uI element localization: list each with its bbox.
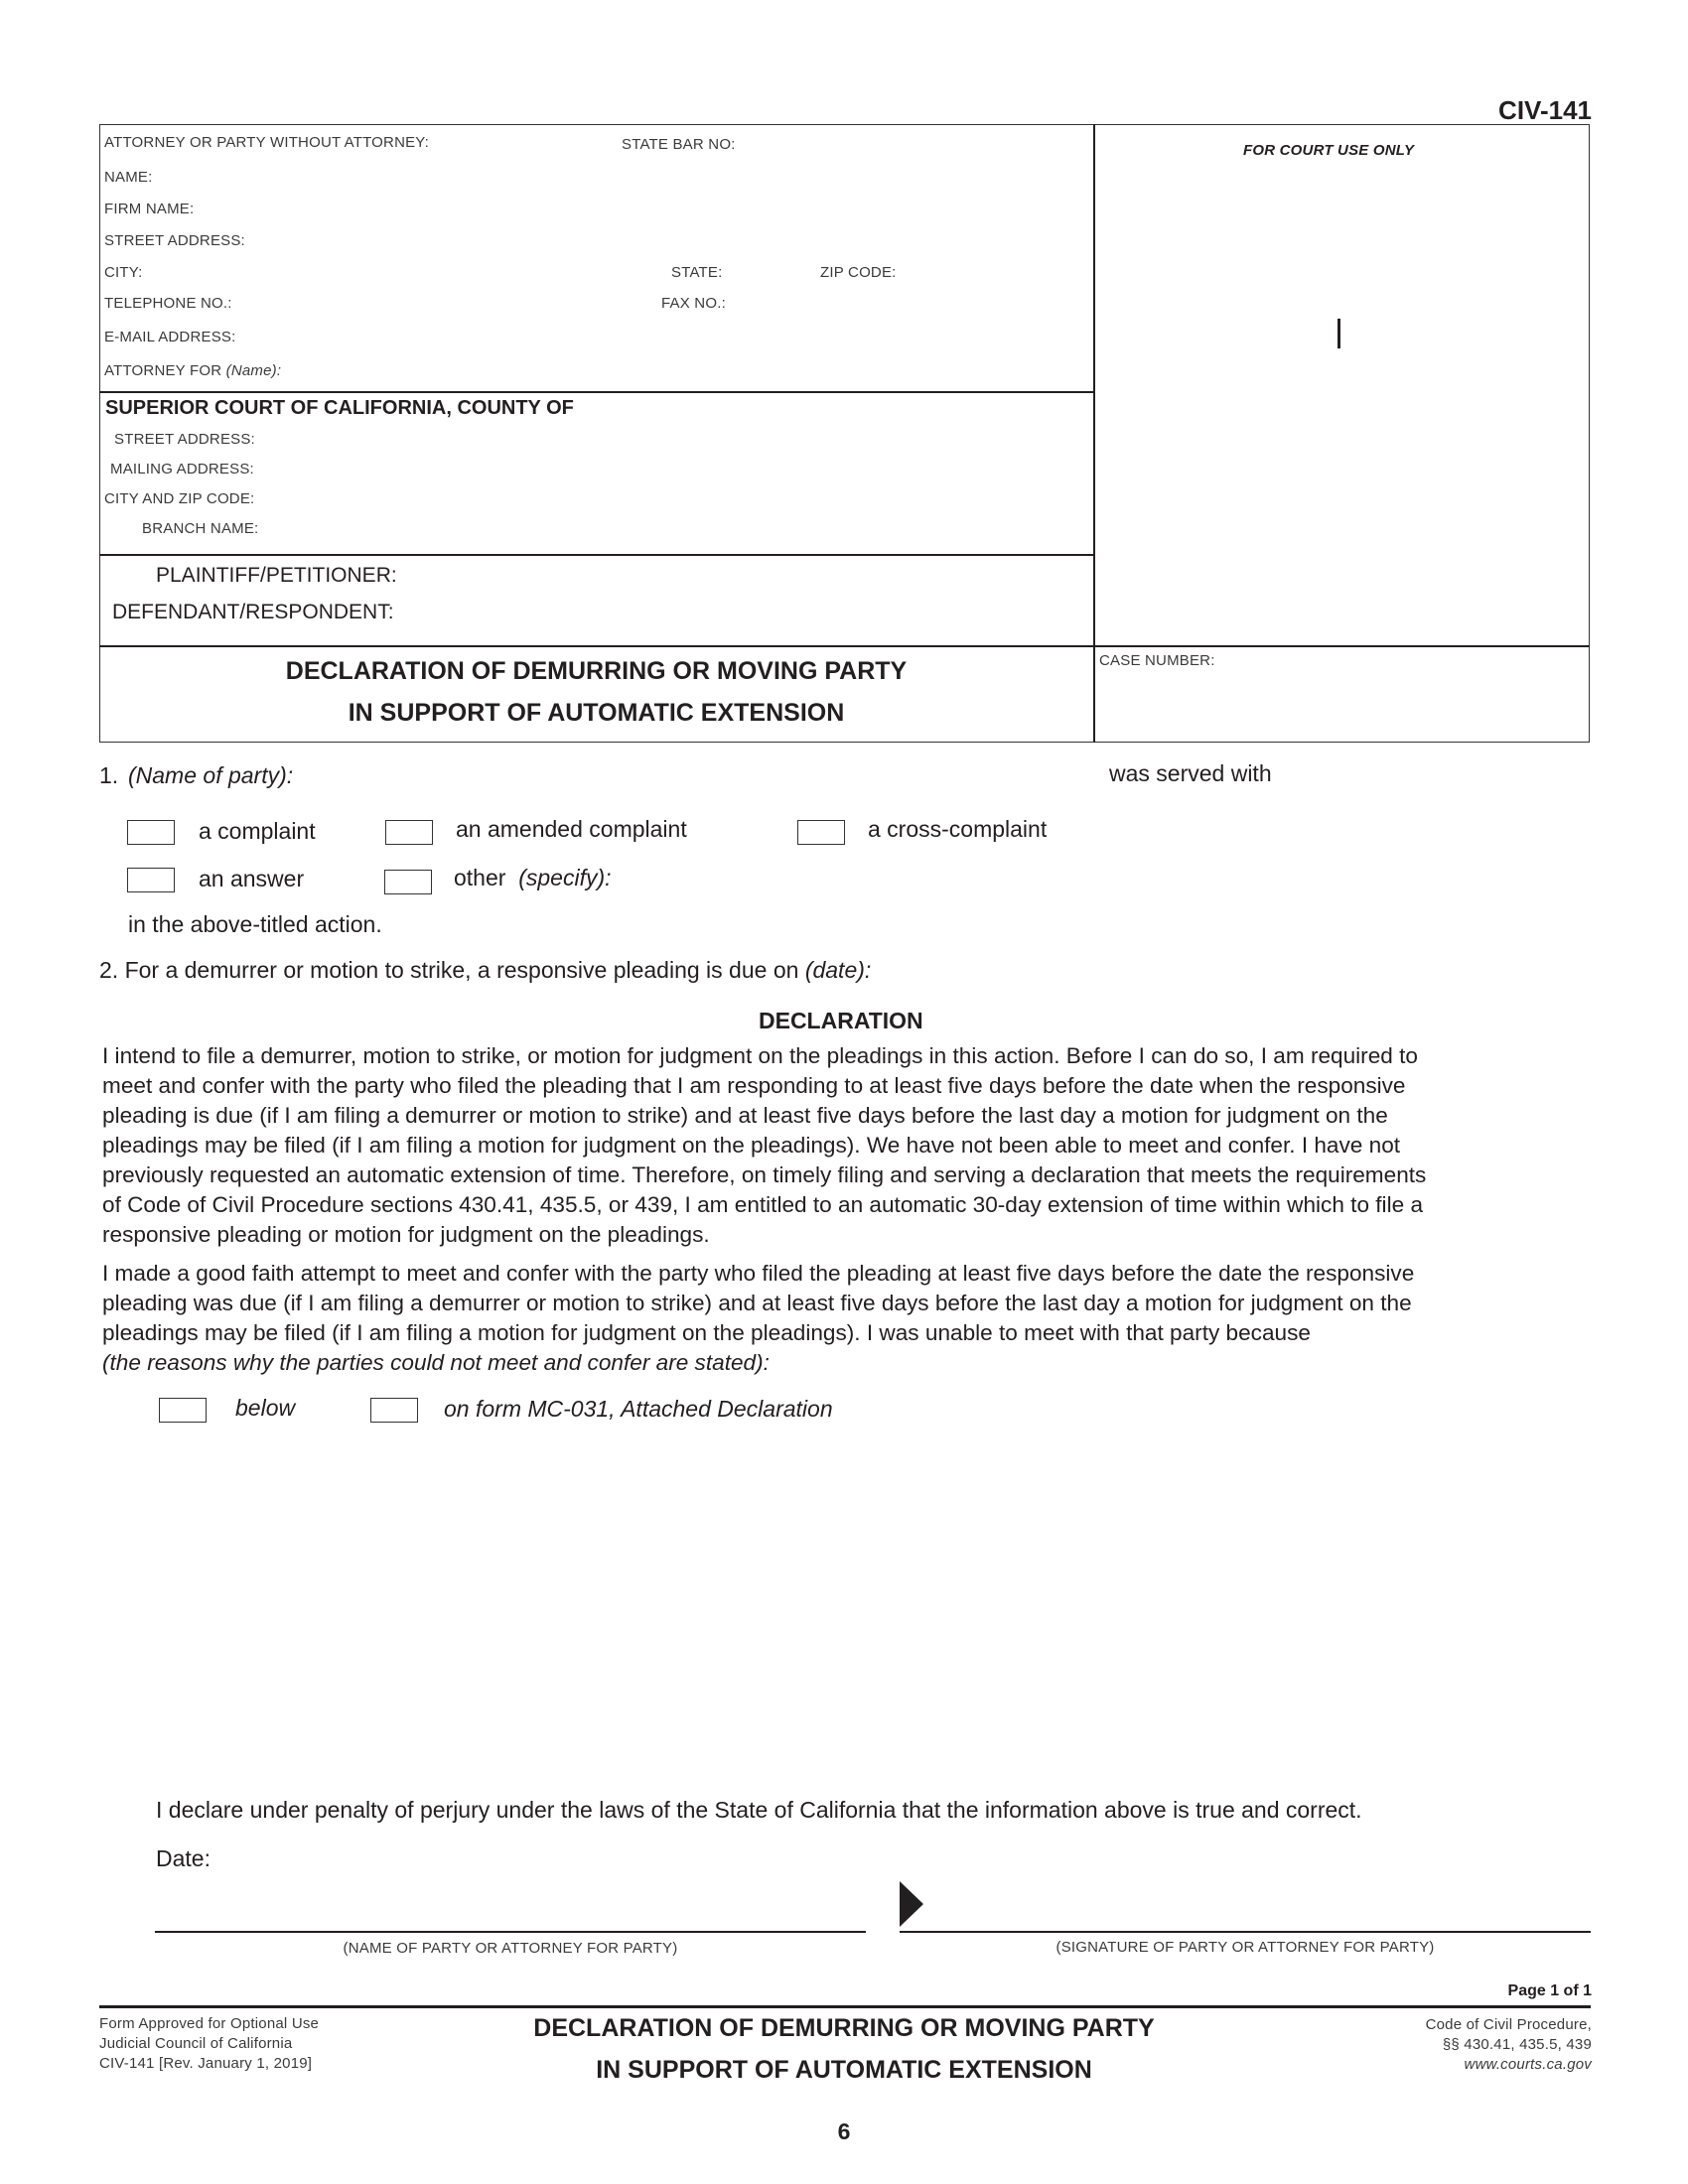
page-count: Page 1 of 1: [1507, 1982, 1592, 1999]
caption-divider-parties: [99, 554, 1093, 556]
complaint-checkbox[interactable]: [127, 820, 175, 845]
item2-text: 2. For a demurrer or motion to strike, a responsive pleading is due on (date):: [99, 957, 872, 983]
plaintiff-label: PLAINTIFF/PETITIONER:: [156, 564, 397, 587]
in-action-label: in the above-titled action.: [128, 911, 382, 937]
reasons-mc031-checkbox[interactable]: [370, 1398, 418, 1423]
amended-complaint-label: an amended complaint: [456, 816, 687, 842]
footer-title-2: IN SUPPORT OF AUTOMATIC EXTENSION: [596, 2056, 1092, 2084]
declaration-heading: DECLARATION: [759, 1008, 923, 1033]
cross-complaint-label: a cross-complaint: [868, 816, 1048, 842]
served-with-label: was served with: [1109, 760, 1272, 786]
reasons-below-checkbox[interactable]: [159, 1398, 207, 1423]
footer-right-3[interactable]: www.courts.ca.gov: [1464, 2056, 1592, 2073]
signature-line[interactable]: [900, 1931, 1591, 1933]
caption-vertical-divider: [1093, 124, 1095, 743]
name-caption: (NAME OF PARTY OR ATTORNEY FOR PARTY): [343, 1940, 678, 1957]
zip-code-label: ZIP CODE:: [820, 264, 897, 281]
page-number: 6: [837, 2118, 851, 2144]
footer-left-3: CIV-141 [Rev. January 1, 2019]: [99, 2055, 313, 2072]
other-checkbox[interactable]: [384, 870, 432, 894]
court-mailing-label: MAILING ADDRESS:: [110, 461, 254, 478]
footer-left-2: Judicial Council of California: [99, 2035, 293, 2052]
signature-arrow-icon: [900, 1881, 923, 1927]
cursor-mark: [1337, 319, 1340, 348]
signature-caption: (SIGNATURE OF PARTY OR ATTORNEY FOR PARTY): [1055, 1939, 1435, 1956]
form-title-line1: DECLARATION OF DEMURRING OR MOVING PARTY: [285, 657, 908, 685]
attorney-label: ATTORNEY OR PARTY WITHOUT ATTORNEY:: [104, 134, 430, 151]
other-label: other (specify):: [454, 865, 612, 890]
firm-name-label: FIRM NAME:: [104, 201, 195, 217]
court-street-label: STREET ADDRESS:: [114, 431, 255, 448]
fax-label: FAX NO.:: [661, 295, 726, 312]
defendant-label: DEFENDANT/RESPONDENT:: [112, 601, 394, 623]
caption-divider-title: [99, 645, 1590, 647]
attorney-for-label: ATTORNEY FOR (Name):: [104, 362, 282, 379]
case-number-label: CASE NUMBER:: [1099, 652, 1215, 669]
item1-name-of-party: (Name of party):: [128, 762, 294, 788]
court-branch-label: BRANCH NAME:: [142, 520, 259, 537]
declaration-paragraph-2: I made a good faith attempt to meet and confer with the party who filed the pleading at least five days before the date the responsive pleading was due (if I am filing a demurrer or motion to strike) and at least five days before the last day a motion for judgment on the pleadings may be filed (if I am filing a motion for judgment on the pleadings). I was unable to meet with that party because (the reasons why the parties could not meet and confer are stated):: [102, 1261, 1415, 1375]
cross-complaint-checkbox[interactable]: [797, 820, 845, 845]
street-address-label: STREET ADDRESS:: [104, 232, 245, 249]
form-id: CIV-141: [1498, 95, 1592, 125]
answer-checkbox[interactable]: [127, 868, 175, 892]
form-title-line2: IN SUPPORT OF AUTOMATIC EXTENSION: [348, 699, 845, 727]
footer-left-1: Form Approved for Optional Use: [99, 2015, 320, 2032]
caption-divider-court: [99, 391, 1093, 393]
caption-box: [99, 124, 1590, 743]
city-label: CITY:: [104, 264, 143, 281]
reasons-mc031-label: on form MC-031, Attached Declaration: [444, 1396, 833, 1422]
declaration-paragraph-1: I intend to file a demurrer, motion to strike, or motion for judgment on the pleadings in this action. Before I can do so, I am required to meet and confer with the party who filed the pleading that I am responding to at least five days before the date when the responsive pleading is due (if I am filing a demurrer or motion to strike) and at least five days before the last day a motion for judgment on the pleadings may be filed (if I am filing a motion for judgment on the pleadings). We have not been able to meet and confer. I have not previously requested an automatic extension of time. Therefore, on timely filing and serving a declaration that meets the requirements of Code of Civil Procedure sections 430.41, 435.5, or 439, I am entitled to an automatic 30-day extension of time within which to file a responsive pleading or motion for judgment on the pleadings.: [102, 1043, 1427, 1247]
footer-right-2: §§ 430.41, 435.5, 439: [1442, 2036, 1592, 2053]
reasons-below-label: below: [235, 1395, 296, 1421]
amended-complaint-checkbox[interactable]: [385, 820, 433, 845]
footer-title-1: DECLARATION OF DEMURRING OR MOVING PARTY: [533, 2014, 1155, 2042]
date-label: Date:: [156, 1845, 211, 1871]
telephone-label: TELEPHONE NO.:: [104, 295, 232, 312]
email-label: E-MAIL ADDRESS:: [104, 329, 236, 345]
footer-right-1: Code of Civil Procedure,: [1425, 2016, 1592, 2033]
state-bar-label: STATE BAR NO:: [622, 136, 736, 153]
court-use-label: FOR COURT USE ONLY: [1243, 142, 1415, 159]
court-city-zip-label: CITY AND ZIP CODE:: [104, 490, 255, 507]
footer-rule: [99, 2005, 1591, 2008]
state-label: STATE:: [671, 264, 723, 281]
penalty-statement: I declare under penalty of perjury under the laws of the State of California that the information above is true and correct.: [156, 1797, 1362, 1823]
answer-label: an answer: [199, 866, 305, 891]
court-title: SUPERIOR COURT OF CALIFORNIA, COUNTY OF: [105, 397, 574, 419]
name-line[interactable]: [155, 1931, 866, 1933]
name-label: NAME:: [104, 169, 153, 186]
item1-number: 1.: [99, 762, 119, 788]
complaint-label: a complaint: [199, 818, 316, 844]
